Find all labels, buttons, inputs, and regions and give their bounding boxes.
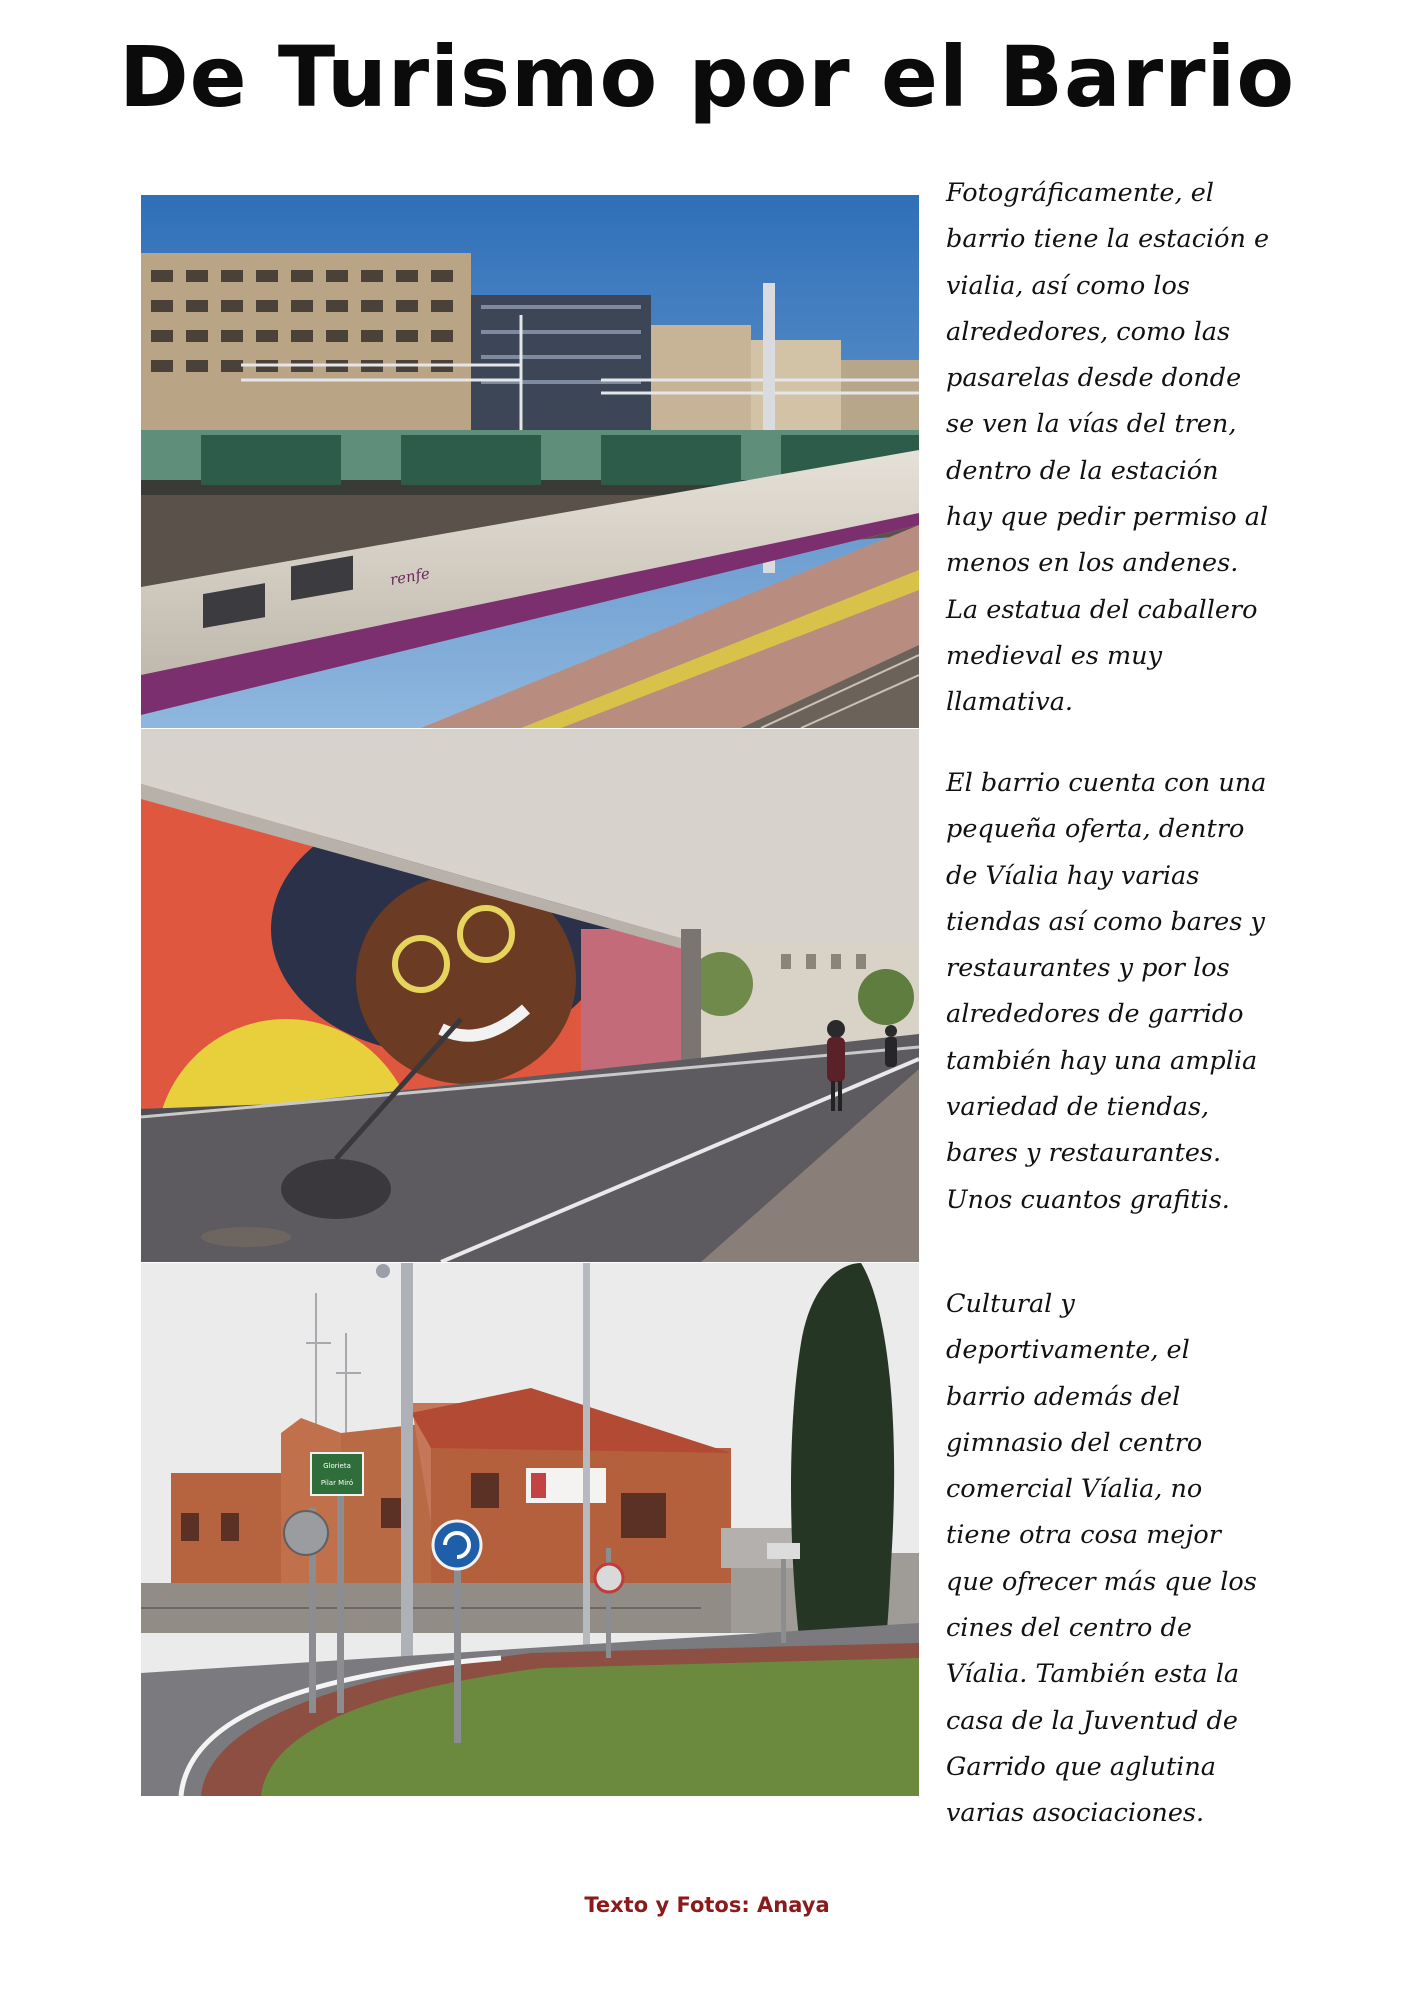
text-line: pequeña oferta, dentro bbox=[946, 814, 1245, 845]
text-line: hay que pedir permiso al bbox=[946, 502, 1269, 533]
text-line: también hay una amplia bbox=[946, 1045, 1258, 1076]
brick-building-photo bbox=[141, 1263, 919, 1796]
text-line: menos en los andenes. bbox=[946, 548, 1239, 579]
text-line: dentro de la estación bbox=[946, 455, 1219, 486]
underpass-mural-photo bbox=[141, 729, 919, 1262]
paragraph-photography bbox=[946, 170, 1286, 726]
text-line: tiene otra cosa mejor bbox=[946, 1520, 1221, 1551]
street-sign-line-2: Pilar Miró bbox=[320, 1479, 354, 1487]
text-line: Víalia. También esta la bbox=[946, 1659, 1240, 1690]
text-line: vialia, así como los bbox=[946, 270, 1190, 301]
text-line: variedad de tiendas, bbox=[946, 1092, 1210, 1123]
text-line: restaurantes y por los bbox=[946, 953, 1230, 984]
text-line: El barrio cuenta con una bbox=[946, 768, 1267, 798]
text-line: que ofrecer más que los bbox=[946, 1566, 1257, 1597]
train-station-photo bbox=[141, 195, 919, 728]
text-line: Fotográficamente, el bbox=[946, 178, 1214, 208]
text-line: cines del centro de bbox=[946, 1613, 1192, 1644]
photo-credit: Texto y Fotos: Anaya bbox=[584, 1893, 830, 1917]
page-title: De Turismo por el Barrio bbox=[118, 28, 1296, 126]
text-line: bares y restaurantes. bbox=[946, 1138, 1222, 1169]
text-line: tiendas así como bares y bbox=[946, 906, 1265, 937]
text-line: alrededores de garrido bbox=[946, 999, 1244, 1030]
text-line: barrio tiene la estación e bbox=[946, 224, 1270, 255]
text-line: casa de la Juventud de bbox=[946, 1705, 1238, 1736]
text-line: llamativa. bbox=[946, 687, 1074, 718]
text-line: medieval es muy bbox=[946, 640, 1163, 671]
text-line: pasarelas desde donde bbox=[946, 363, 1242, 394]
text-line: alrededores, como las bbox=[946, 316, 1231, 347]
text-line: comercial Víalia, no bbox=[946, 1474, 1203, 1505]
text-line: varias asociaciones. bbox=[946, 1798, 1205, 1829]
text-line: La estatua del caballero bbox=[946, 594, 1258, 625]
street-sign-line-1: Glorieta bbox=[323, 1462, 351, 1470]
paragraph-shops bbox=[946, 760, 1286, 1223]
text-line: barrio además del bbox=[946, 1381, 1181, 1412]
street-name-sign bbox=[311, 1453, 363, 1495]
text-line: Garrido que aglutina bbox=[946, 1751, 1216, 1782]
text-line: gimnasio del centro bbox=[946, 1427, 1203, 1458]
text-line: se ven la vías del tren, bbox=[946, 409, 1237, 440]
text-line: Cultural y bbox=[946, 1289, 1075, 1319]
text-line: deportivamente, el bbox=[946, 1335, 1190, 1366]
paragraph-culture-sports bbox=[946, 1281, 1286, 1837]
train-logo-text: renfe bbox=[388, 564, 432, 589]
text-line: de Víalia hay varias bbox=[946, 860, 1200, 891]
text-line: Unos cuantos grafitis. bbox=[946, 1184, 1230, 1215]
